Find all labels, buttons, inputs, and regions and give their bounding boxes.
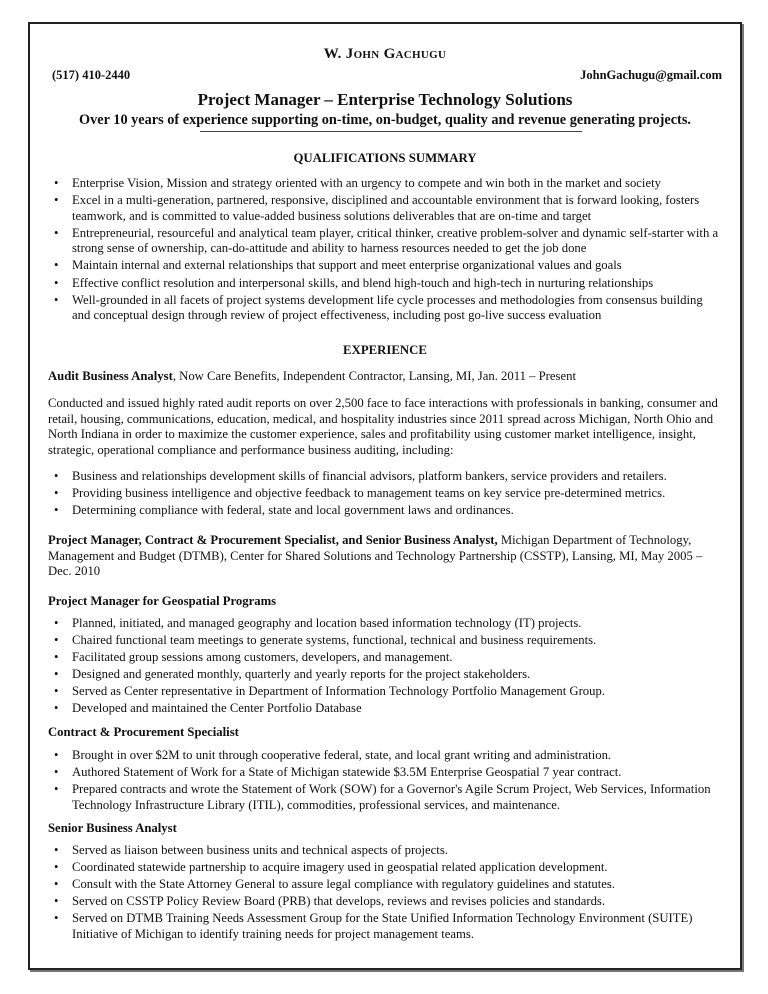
qualifications-heading: QUALIFICATIONS SUMMARY <box>293 151 477 165</box>
list-item: • Authored Statement of Work for a State of Michigan statewide $3.5M Enterprise Geospatial 7 year contract. <box>48 765 722 781</box>
list-item: • Maintain internal and external relationships that support and meet enterprise organizational values and goals <box>48 258 722 274</box>
list-item: • Served as liaison between business units and technical aspects of projects. <box>48 843 722 859</box>
job-1-header <box>48 369 722 385</box>
list-item: • Brought in over $2M to unit through cooperative federal, state, and local grant writing and administration. <box>48 748 722 764</box>
job-1-title: Audit Business Analyst <box>48 369 173 383</box>
role-2-list <box>48 748 722 815</box>
list-item: • Facilitated group sessions among customers, developers, and management. <box>48 650 722 666</box>
list-item: • Well-grounded in all facets of project systems development life cycle processes and methodologies from consensus building and conceptual design through review of project effectiveness, including post go-live success evaluation <box>48 293 722 324</box>
role-3-title: Senior Business Analyst <box>48 821 177 835</box>
phone-number: (517) 410-2440 <box>52 68 131 82</box>
job-2-title: Project Manager, Contract & Procurement Specialist, and Senior Business Analyst, <box>48 533 498 547</box>
list-item: • Planned, initiated, and managed geography and location based information technology (IT) projects. <box>48 616 722 632</box>
list-item: • Served on DTMB Training Needs Assessment Group for the State Unified Information Technology Environment (SUITE) Initiative of Michigan to identify training needs for project management teams. <box>48 911 722 942</box>
list-item: • Providing business intelligence and objective feedback to management teams on key service pre-determined metrics. <box>48 486 722 502</box>
list-item: • Entrepreneurial, resourceful and analytical team player, critical thinker, creative problem-solver and dynamic self-starter with a strong sense of ownership, can-do-attitude and ability to harness resources needed to get the job done <box>48 226 722 257</box>
list-item: • Effective conflict resolution and interpersonal skills, and blend high-touch and high-tech in nurturing relationships <box>48 276 722 292</box>
role-1-title: Project Manager for Geospatial Programs <box>48 594 277 608</box>
list-item: • Excel in a multi-generation, partnered, responsive, disciplined and accountable environment that is forward looking, fosters teamwork, and is committed to value-added business solutions deliverables that are on-time and target <box>48 193 722 224</box>
list-item: • Developed and maintained the Center Portfolio Database <box>48 701 722 717</box>
title-divider <box>200 131 582 132</box>
list-item: • Served as Center representative in Department of Information Technology Portfolio Management Group. <box>48 684 722 700</box>
list-item: • Business and relationships development skills of financial advisors, platform bankers, service providers and retailers. <box>48 469 722 485</box>
candidate-name: W. John Gachugu <box>323 46 447 62</box>
role-2-title: Contract & Procurement Specialist <box>48 725 239 739</box>
list-item: • Coordinated statewide partnership to acquire imagery used in geospatial related application development. <box>48 860 722 876</box>
qualifications-list <box>48 176 722 325</box>
list-item: • Designed and generated monthly, quarterly and yearly reports for the project stakeholders. <box>48 667 722 683</box>
resume-title: Project Manager – Enterprise Technology Solutions <box>197 90 573 109</box>
experience-heading: EXPERIENCE <box>343 343 427 357</box>
role-3-list <box>48 843 722 944</box>
job-1-summary: Conducted and issued highly rated audit reports on over 2,500 face to face interactions with professionals in banking, consumer and retail, housing, communications, education, medical, and hospitality industries since 2011 spread across Michigan, North Ohio and North Indiana in order to maximize the customer experience, sales and profitability using customer market intelligence, insight, strategic, operational compliance and performance business auditing, including: <box>48 396 718 457</box>
resume-page <box>28 22 742 970</box>
resume-subtitle: Over 10 years of experience supporting on-time, on-budget, quality and revenue generating projects. <box>79 112 691 128</box>
list-item: • Enterprise Vision, Mission and strategy oriented with an urgency to compete and win both in the market and society <box>48 176 722 192</box>
job-2-details: Michigan Department of Technology, Management and Budget (DTMB), Center for Shared Solutions and Technology Partnership (CSSTP), Lansing, MI, May 2005 – Dec. 2010 <box>48 533 703 579</box>
list-item: • Prepared contracts and wrote the Statement of Work (SOW) for a Governor's Agile Scrum Project, Web Services, Information Technology Infrastructure Library (ITIL), commodities, professional services, and maintenance. <box>48 782 722 813</box>
email-address: JohnGachugu@gmail.com <box>580 68 722 82</box>
list-item: • Served on CSSTP Policy Review Board (PRB) that develops, reviews and revises policies and standards. <box>48 894 722 910</box>
role-1-list <box>48 616 722 719</box>
job-1-list <box>48 469 722 520</box>
list-item: • Determining compliance with federal, state and local government laws and ordinances. <box>48 503 722 519</box>
list-item: • Consult with the State Attorney General to assure legal compliance with regulatory guidelines and statutes. <box>48 877 722 893</box>
job-2-header <box>48 533 722 580</box>
job-1-details: , Now Care Benefits, Independent Contractor, Lansing, MI, Jan. 2011 – Present <box>172 369 576 383</box>
list-item: • Chaired functional team meetings to generate systems, functional, technical and business requirements. <box>48 633 722 649</box>
